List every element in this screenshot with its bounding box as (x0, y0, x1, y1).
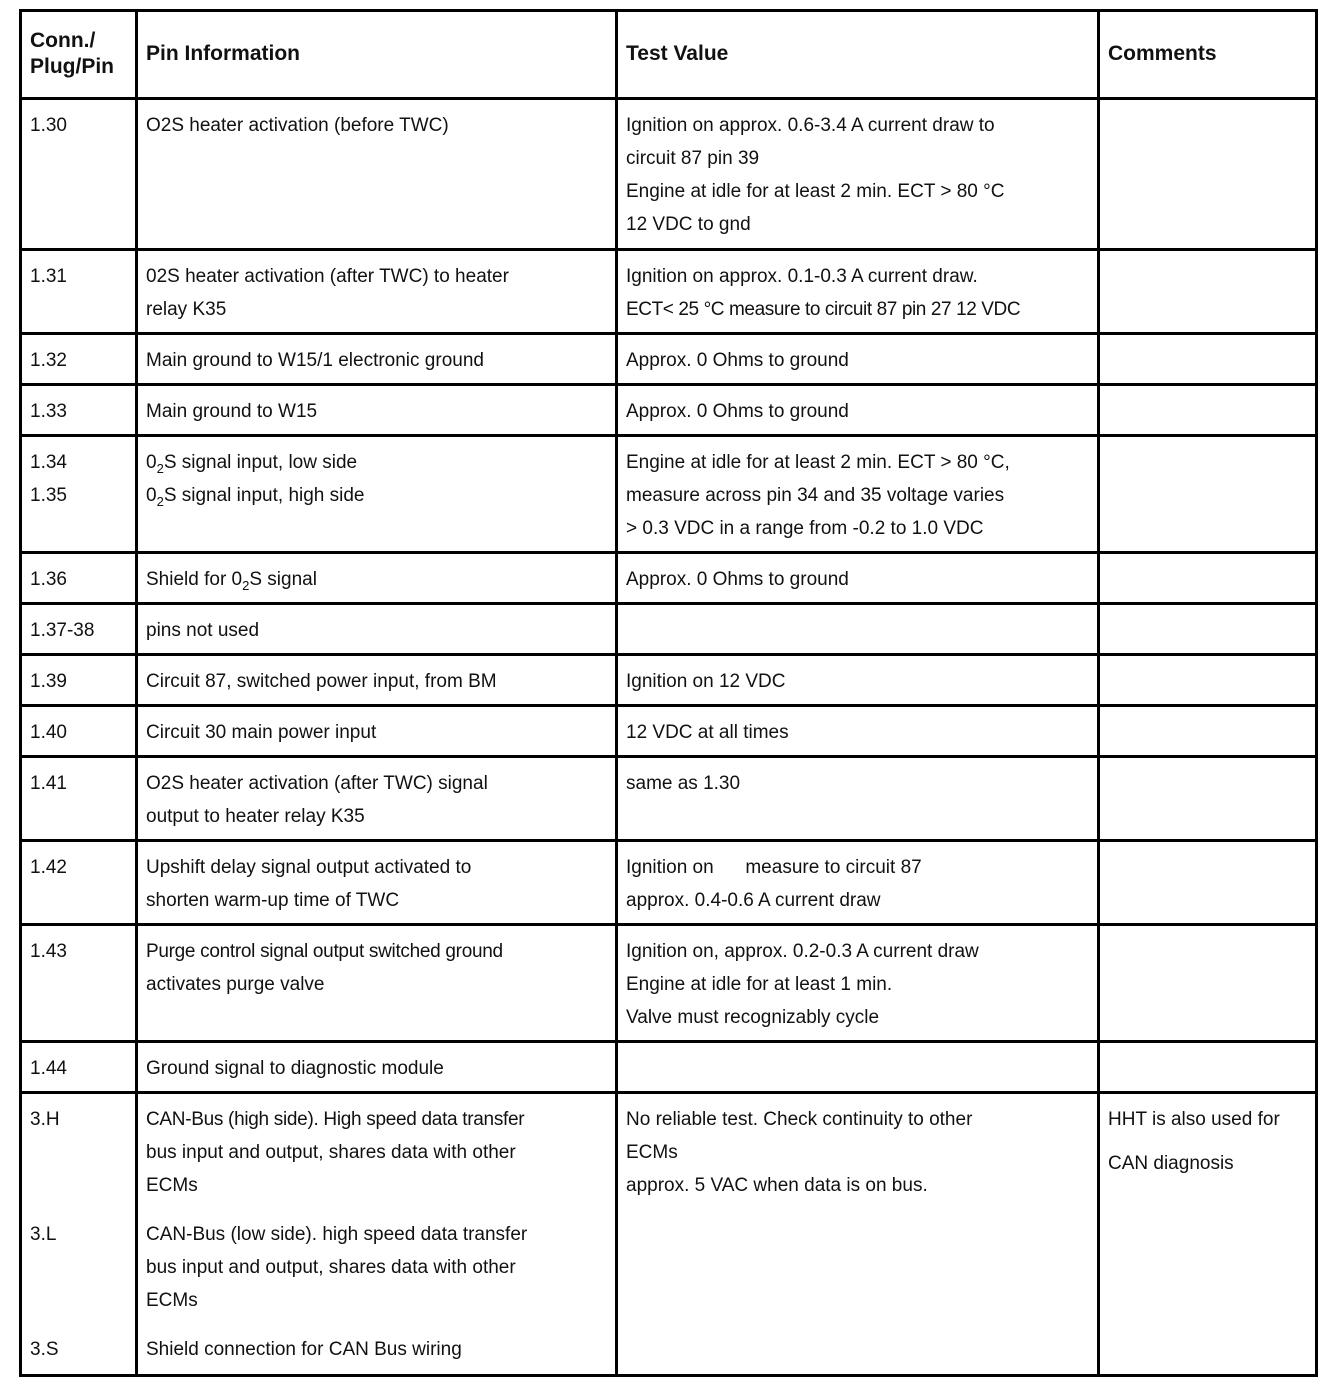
info-cell: Circuit 30 main power input (137, 706, 617, 757)
test-cell: same as 1.30 (617, 757, 1099, 841)
comments-cell (1099, 99, 1317, 250)
test-cell: Ignition on 12 VDC (617, 655, 1099, 706)
comments-cell (1099, 841, 1317, 925)
pin-cell: 1.41 (21, 757, 137, 841)
info-cell: Shield for $0_2S$ signal (137, 553, 617, 604)
comments-cell (1099, 925, 1317, 1042)
comments-cell (1099, 655, 1317, 706)
test-cell: Ignition on approx. 0.1-0.3 A current draw. ECT< 25 °C measure to circuit 87 pin 27 12 VDC (617, 250, 1099, 334)
pin-cell: 1.32 (21, 334, 137, 385)
info-cell: Main ground to W15 (137, 385, 617, 436)
comments-cell (1099, 334, 1317, 385)
info-cell: Purge control signal output switched ground activates purge valve (137, 925, 617, 1042)
pin-cell: 1.37-38 (21, 604, 137, 655)
table-row (21, 1093, 1317, 1376)
info-cell: pins not used (137, 604, 617, 655)
table-row (21, 706, 1317, 757)
pin-cell: 1.44 (21, 1042, 137, 1093)
header-conn: Conn./ Plug/Pin (21, 11, 137, 99)
comments-cell (1099, 757, 1317, 841)
comments-cell (1099, 1042, 1317, 1093)
table-row (21, 841, 1317, 925)
test-cell: No reliable test. Check continuity to other ECMs approx. 5 VAC when data is on bus. (617, 1093, 1099, 1376)
pin-cell: 1.30 (21, 99, 137, 250)
header-test-value: Test Value (617, 11, 1099, 99)
test-cell (617, 1042, 1099, 1093)
info-cell: $0_2S$ signal input, low side $0_2S$ signal input, high side (137, 436, 617, 553)
table-row (21, 553, 1317, 604)
table-row (21, 436, 1317, 553)
table-row (21, 334, 1317, 385)
test-cell: Approx. 0 Ohms to ground (617, 334, 1099, 385)
info-cell: O2S heater activation (before TWC) (137, 99, 617, 250)
info-cell: O2S heater activation (after TWC) signal output to heater relay K35 (137, 757, 617, 841)
info-cell: 02S heater activation (after TWC) to heater relay K35 (137, 250, 617, 334)
pin-cell: 3.H 3.L 3.S (21, 1093, 137, 1376)
comments-cell (1099, 436, 1317, 553)
header-row (21, 11, 1317, 99)
comments-cell (1099, 385, 1317, 436)
table-row (21, 250, 1317, 334)
pin-cell: 1.34 1.35 (21, 436, 137, 553)
test-cell: Approx. 0 Ohms to ground (617, 553, 1099, 604)
pin-cell: 1.33 (21, 385, 137, 436)
pin-cell: 1.39 (21, 655, 137, 706)
test-cell (617, 604, 1099, 655)
test-cell: Engine at idle for at least 2 min. ECT > 80 °C, measure across pin 34 and 35 voltage varies > 0.3 VDC in a range from -0.2 to 1.0 VDC (617, 436, 1099, 553)
pin-cell: 1.31 (21, 250, 137, 334)
test-cell: Ignition on, approx. 0.2-0.3 A current draw Engine at idle for at least 1 min. Valve must recognizably cycle (617, 925, 1099, 1042)
table-row (21, 925, 1317, 1042)
pin-cell: 1.36 (21, 553, 137, 604)
test-cell: Ignition on approx. 0.6-3.4 A current draw to circuit 87 pin 39 Engine at idle for at least 2 min. ECT > 80 °C 12 VDC to gnd (617, 99, 1099, 250)
info-cell: Main ground to W15/1 electronic ground (137, 334, 617, 385)
test-cell: Ignition on measure to circuit 87 approx. 0.4-0.6 A current draw (617, 841, 1099, 925)
table-row (21, 604, 1317, 655)
pin-cell: 1.40 (21, 706, 137, 757)
comments-cell (1099, 250, 1317, 334)
pin-cell: 1.43 (21, 925, 137, 1042)
header-comments: Comments (1099, 11, 1317, 99)
test-cell: Approx. 0 Ohms to ground (617, 385, 1099, 436)
comments-cell (1099, 706, 1317, 757)
info-cell: Circuit 87, switched power input, from BM (137, 655, 617, 706)
comments-cell: HHT is also used for CAN diagnosis (1099, 1093, 1317, 1376)
comments-cell (1099, 553, 1317, 604)
pin-table (19, 9, 1318, 1377)
info-cell: Ground signal to diagnostic module (137, 1042, 617, 1093)
test-cell: 12 VDC at all times (617, 706, 1099, 757)
header-pin-info: Pin Information (137, 11, 617, 99)
info-cell: Upshift delay signal output activated to shorten warm-up time of TWC (137, 841, 617, 925)
pin-cell: 1.42 (21, 841, 137, 925)
table-row (21, 385, 1317, 436)
table-row (21, 1042, 1317, 1093)
table-row (21, 655, 1317, 706)
comments-cell (1099, 604, 1317, 655)
table-row (21, 757, 1317, 841)
table-row (21, 99, 1317, 250)
info-cell: CAN-Bus (high side). High speed data transfer bus input and output, shares data with other ECMs CAN-Bus (low side). high speed data transfer bus input and output, shares data with other ECMs Shield connection for CAN Bus wiring (137, 1093, 617, 1376)
